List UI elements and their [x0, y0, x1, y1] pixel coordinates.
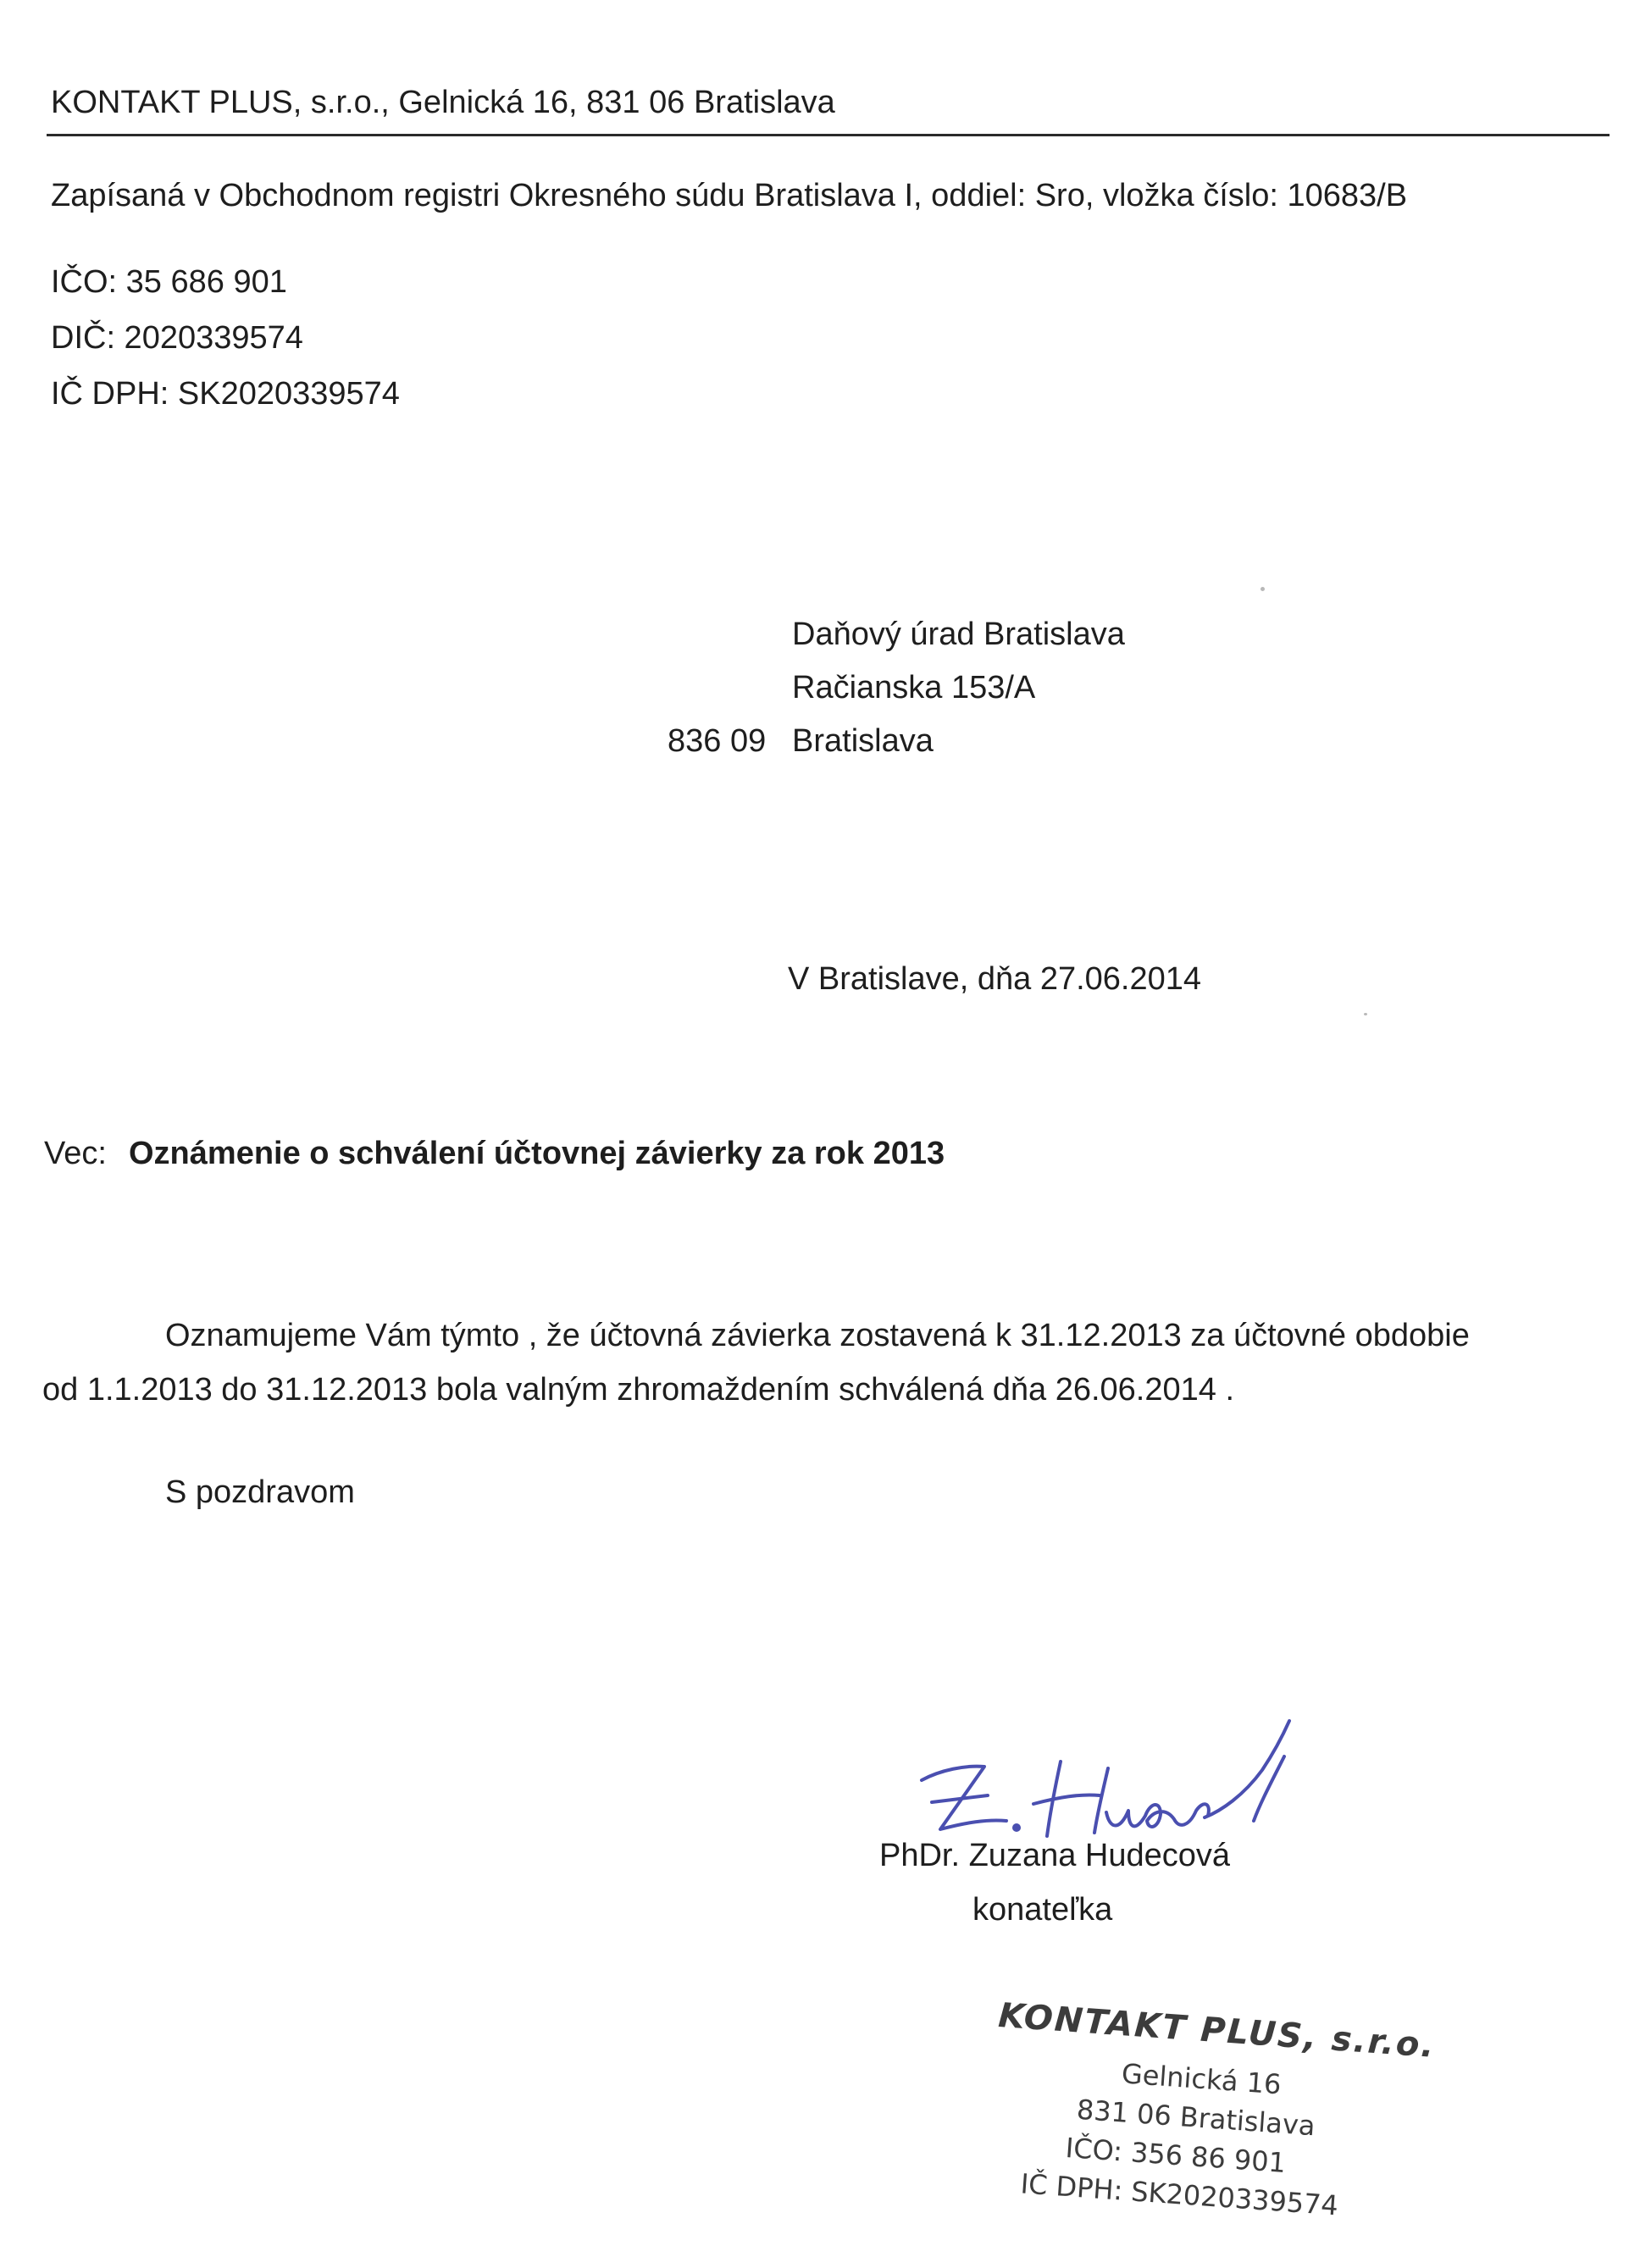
recipient-city: Bratislava: [792, 723, 934, 759]
closing-greeting: S pozdravom: [165, 1474, 355, 1510]
recipient-street: Račianska 153/A: [792, 670, 1036, 705]
scan-speck: [1364, 1013, 1367, 1015]
stamp-city: 831 06 Bratislava: [1075, 2093, 1316, 2143]
scan-speck: [1261, 587, 1265, 591]
ico-line: IČO: 35 686 901: [51, 264, 287, 300]
stamp-company-name: KONTAKT PLUS, s.r.o.: [997, 1996, 1438, 2066]
signatory-role: konateľka: [972, 1892, 1113, 1928]
body-line-1: Oznamujeme Vám týmto , že účtovná závierka zostavená k 31.12.2013 za účtovné obdobie: [165, 1318, 1470, 1353]
dic-line: DIČ: 2020339574: [51, 320, 303, 356]
recipient-name: Daňový úrad Bratislava: [792, 617, 1125, 652]
header-divider: [47, 134, 1610, 136]
body-line-2: od 1.1.2013 do 31.12.2013 bola valným zhromaždením schválená dňa 26.06.2014 .: [42, 1372, 1235, 1408]
subject-label: Vec:: [44, 1136, 107, 1171]
date-line: V Bratislave, dňa 27.06.2014: [788, 961, 1202, 997]
signatory-name: PhDr. Zuzana Hudecová: [879, 1838, 1231, 1873]
company-stamp: [983, 1996, 1472, 2268]
registration-line: Zapísaná v Obchodnom registri Okresného súdu Bratislava I, oddiel: Sro, vložka číslo: 10683/B: [51, 178, 1408, 213]
stamp-ic-dph: IČ DPH: SK2020339574: [1019, 2167, 1340, 2222]
recipient-postal-code: 836 09: [668, 723, 767, 759]
company-header: KONTAKT PLUS, s.r.o., Gelnická 16, 831 06 Bratislava: [51, 85, 835, 120]
subject-title: Oznámenie o schválení účtovnej závierky za rok 2013: [129, 1136, 945, 1171]
stamp-street: Gelnická 16: [1120, 2057, 1283, 2101]
ic-dph-line: IČ DPH: SK2020339574: [51, 376, 400, 412]
stamp-ico: IČO: 356 86 901: [1064, 2131, 1288, 2179]
